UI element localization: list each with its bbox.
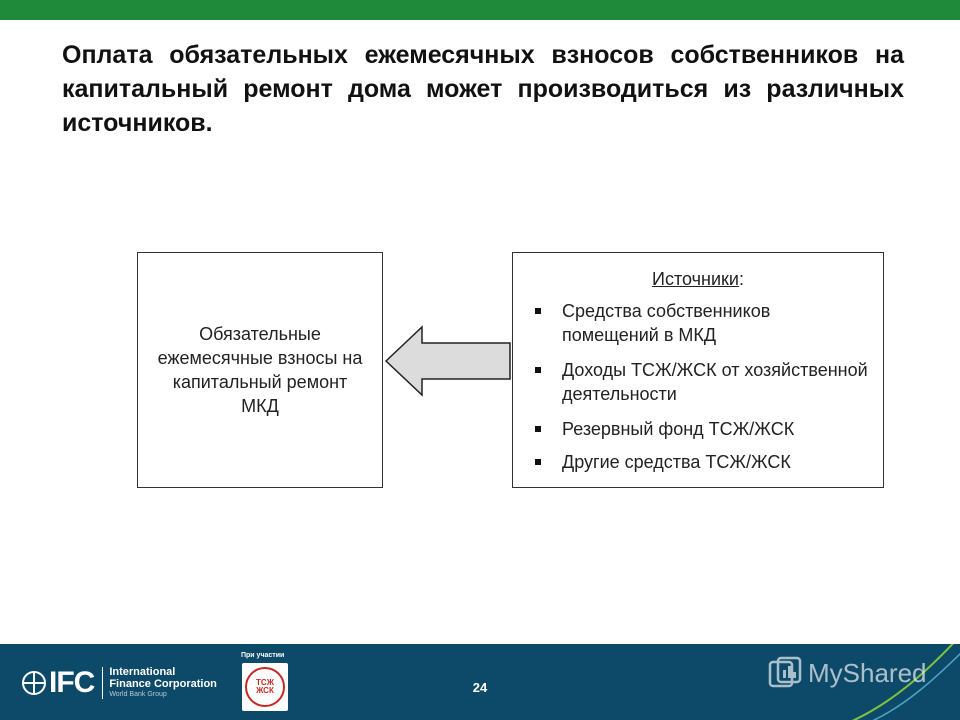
myshared-text: MyShared [808,657,927,688]
list-item [533,450,869,474]
list-item-text: Другие средства ТСЖ/ЖСК [562,452,791,472]
left-block-arrow-icon [384,325,512,397]
list-item [533,358,869,406]
top-accent-bar [0,0,960,20]
ifc-globe-icon [22,671,46,695]
list-item [533,299,869,347]
square-bullet-icon [535,367,541,373]
ifc-logo [22,666,217,699]
square-bullet-icon [535,308,541,314]
ifc-logo-name [109,666,217,699]
sources-list [533,299,869,485]
list-item [533,417,869,441]
partner-badge [242,663,288,711]
sources-box [512,252,884,488]
slide-title: Оплата обязательных ежемесячных взносов собственников на капитальный ремонт дома может производиться из различных источников. [62,41,904,137]
myshared-watermark [768,656,927,690]
list-item-text: Доходы ТСЖ/ЖСК от хозяйственной деятельности [562,360,868,404]
partner-badge-text: ТСЖ ЖСК [256,678,274,695]
ifc-name-line-2: Finance Corporation [109,678,217,690]
page-number: 24 [472,680,488,695]
myshared-icon [768,656,802,690]
footer-bar [0,644,960,720]
list-item-text: Средства собственников помещений в МКД [562,301,771,345]
ifc-logo-letters: IFC [49,665,95,699]
ifc-logo-divider [102,667,103,699]
square-bullet-icon [535,459,541,465]
square-bullet-icon [535,426,541,432]
ifc-name-subline: World Bank Group [109,691,167,698]
contributions-box-text: Обязательные ежемесячные взносы на капитальный ремонт МКД [157,324,363,416]
list-item-text: Резервный фонд ТСЖ/ЖСК [562,419,795,439]
sources-heading [513,268,883,290]
partner-seal-icon [245,667,285,707]
contributions-box [137,252,383,488]
sources-heading-label: Источники [652,269,739,289]
partner-caption: При участии [241,652,285,659]
ifc-name-line-1: International [109,666,176,678]
sources-heading-colon: : [738,269,744,289]
